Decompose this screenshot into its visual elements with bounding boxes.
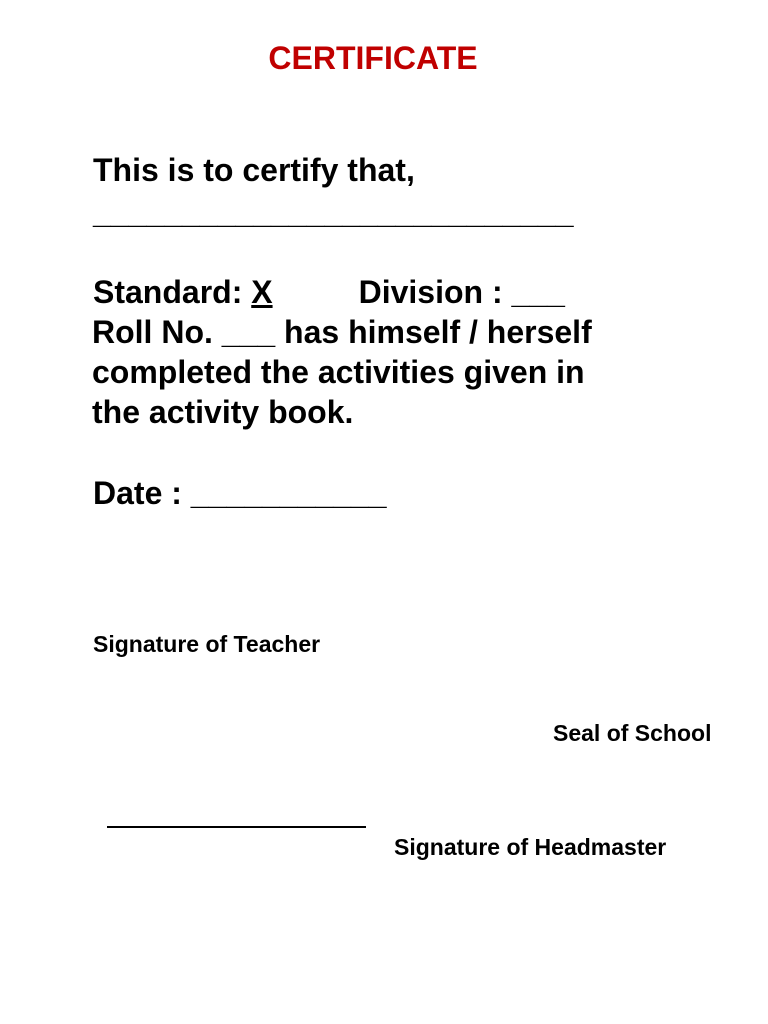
teacher-signature-label: Signature of Teacher: [93, 631, 321, 657]
standard-label: Standard:: [93, 274, 252, 310]
completion-paragraph: [92, 312, 592, 432]
student-name-blank: ___________________________: [93, 194, 574, 230]
date-field: Date : ___________: [93, 475, 387, 511]
signature-line: [107, 826, 366, 828]
completion-line: completed the activities given in: [92, 354, 585, 390]
certificate-title: CERTIFICATE: [268, 40, 478, 76]
roll-no-line: Roll No. ___ has himself / herself: [92, 314, 592, 350]
activity-book-line: the activity book.: [92, 394, 354, 430]
certify-statement: This is to certify that,: [93, 152, 415, 188]
standard-value: X: [251, 274, 273, 310]
division-field: Division : ___: [358, 274, 565, 310]
standard-division-line: [93, 272, 565, 312]
headmaster-signature-label: Signature of Headmaster: [394, 834, 667, 860]
school-seal-label: Seal of School: [553, 720, 712, 746]
